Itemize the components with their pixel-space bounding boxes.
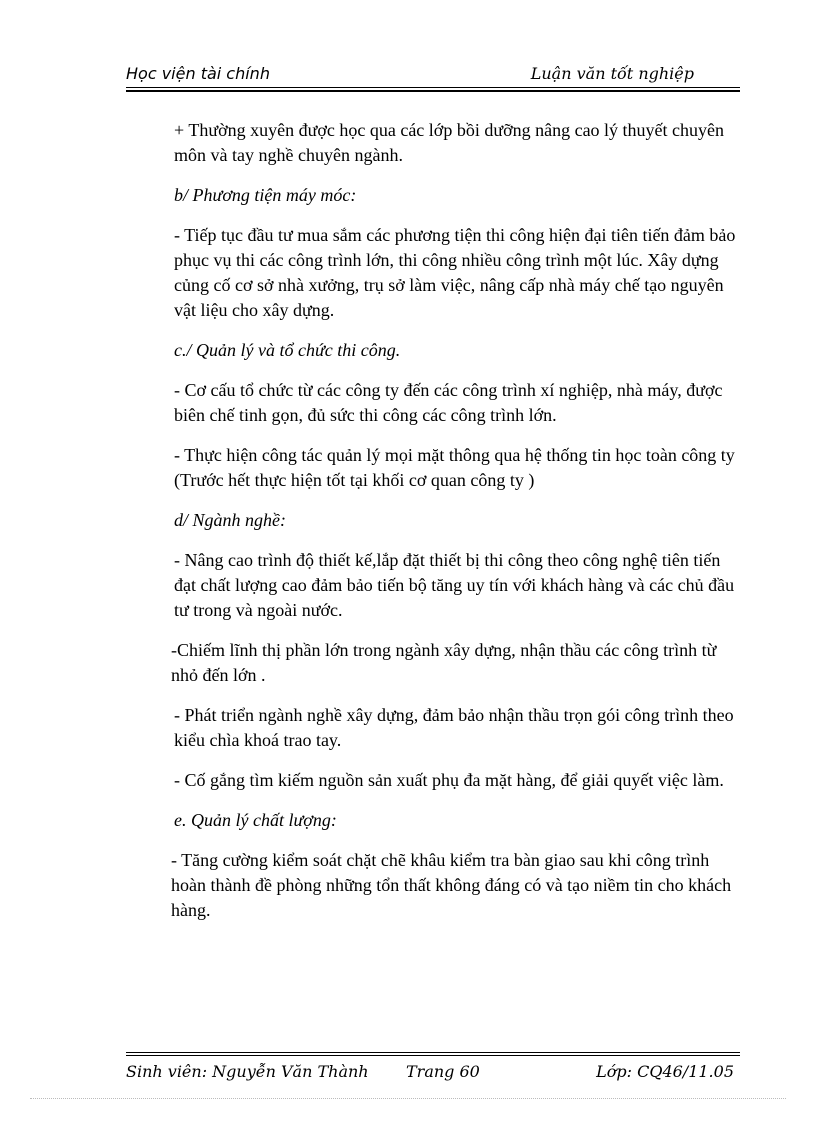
- paragraph: - Cố gắng tìm kiếm nguồn sản xuất phụ đa mặt hàng, để giải quyết việc làm.: [174, 770, 724, 790]
- header-document-type: Luận văn tốt nghiệp: [530, 64, 694, 83]
- page-header: [126, 60, 740, 92]
- header-rule-thick: [126, 90, 740, 92]
- page-footer: [126, 1052, 740, 1092]
- footer-rule-thick: [126, 1052, 740, 1053]
- footer-student: Sinh viên: Nguyễn Văn Thành: [126, 1062, 369, 1081]
- paragraph: - Phát triển ngành nghề xây dựng, đảm bảo nhận thầu trọn gói công trình theo kiểu chìa khoá trao tay.: [174, 705, 734, 750]
- paragraph: - Tiếp tục đầu tư mua sắm các phương tiện thi công hiện đại tiên tiến đảm bảo phục vụ thi các công trình lớn, thi công nhiều công trình một lúc. Xây dựng củng cố cơ sở nhà xưởng, trụ sở làm việc, nâng cấp nhà máy chế tạo nguyên vật liệu cho xây dựng.: [174, 225, 736, 320]
- footer-rule-thin: [126, 1055, 740, 1056]
- body-text: [146, 118, 740, 938]
- paragraph: - Cơ cấu tổ chức từ các công ty đến các công trình xí nghiệp, nhà máy, được biên chế tinh gọn, đủ sức thi công các công trình lớn.: [174, 380, 723, 425]
- page-edge-divider: [30, 1098, 786, 1099]
- paragraph: -Chiếm lĩnh thị phần lớn trong ngành xây dựng, nhận thầu các công trình từ nhỏ đến lớn .: [171, 640, 717, 685]
- paragraph: - Thực hiện công tác quản lý mọi mặt thông qua hệ thống tin học toàn công ty (Trước hết thực hiện tốt tại khối cơ quan công ty ): [174, 445, 735, 490]
- section-heading: d/ Ngành nghề:: [174, 510, 286, 530]
- paragraph: - Nâng cao trình độ thiết kế,lắp đặt thiết bị thi công theo công nghệ tiên tiến đạt chất lượng cao đảm bảo tiến bộ tăng uy tín với khách hàng và các chủ đầu tư trong và ngoài nước.: [174, 550, 735, 620]
- section-heading: c./ Quản lý và tổ chức thi công.: [174, 340, 401, 360]
- header-institution: Học viện tài chính: [126, 64, 270, 83]
- footer-page-number: Trang 60: [406, 1062, 480, 1081]
- paragraph: - Tăng cường kiểm soát chặt chẽ khâu kiểm tra bàn giao sau khi công trình hoàn thành đề phòng những tổn thất không đáng có và tạo niềm tin cho khách hàng.: [171, 850, 732, 920]
- section-heading: e. Quản lý chất lượng:: [174, 810, 337, 830]
- header-rule-thin: [126, 87, 740, 88]
- paragraph: + Thường xuyên được học qua các lớp bồi dưỡng nâng cao lý thuyết chuyên môn và tay nghề chuyên ngành.: [174, 120, 725, 165]
- footer-class: Lớp: CQ46/11.05: [596, 1062, 734, 1081]
- section-heading: b/ Phương tiện máy móc:: [174, 185, 357, 205]
